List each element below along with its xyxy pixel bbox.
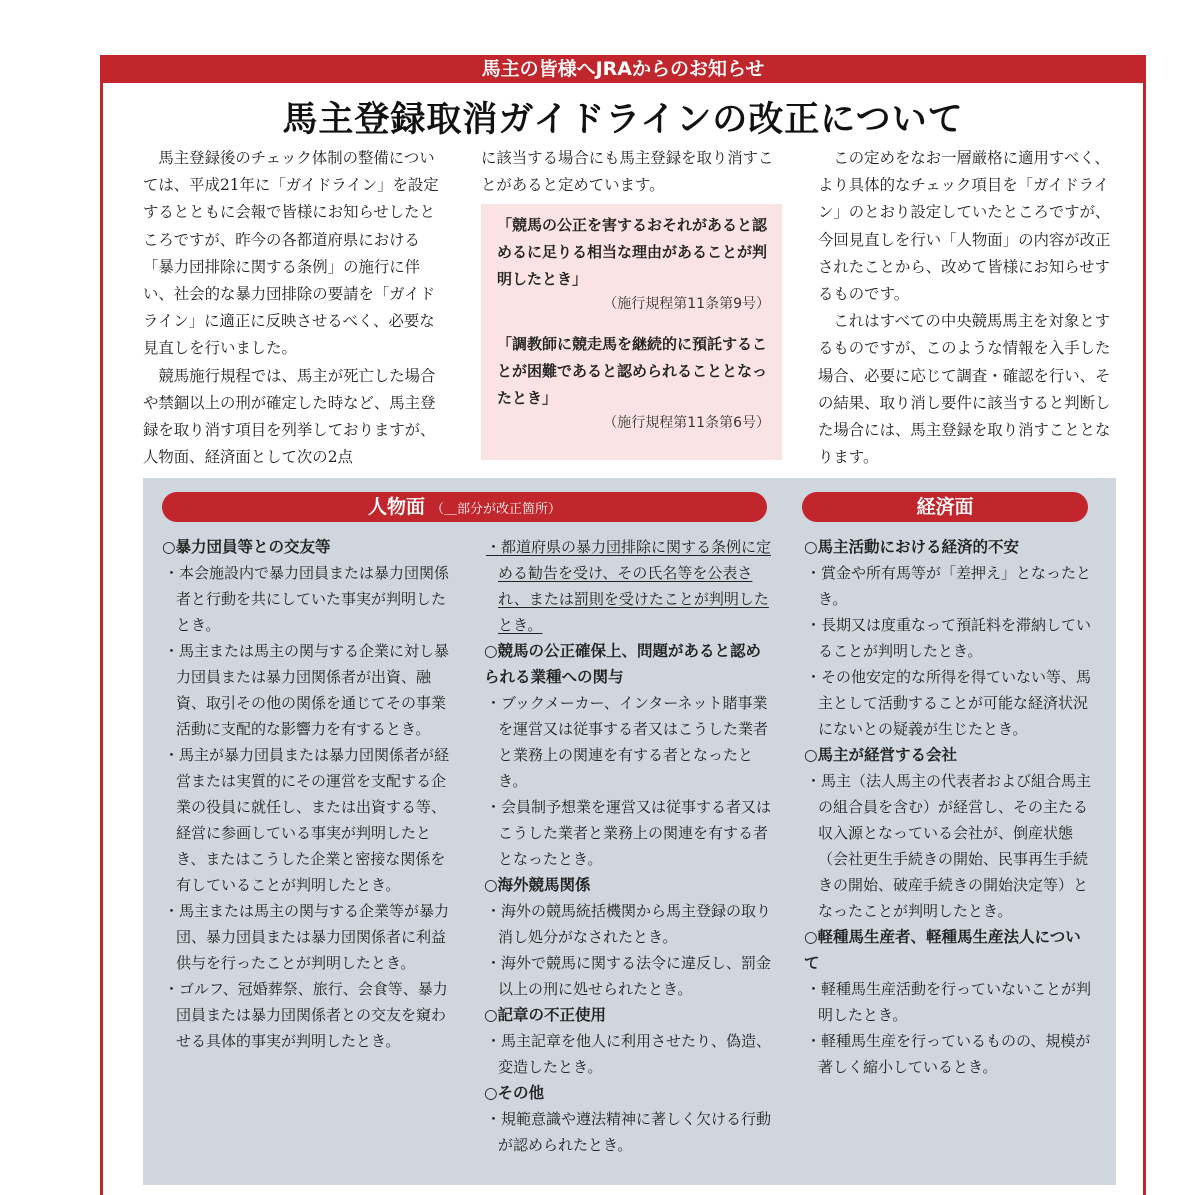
intro-paragraph: に該当する場合にも馬主登録を取り消すことがあると定めています。 (481, 149, 774, 195)
list-item: ・規範意識や遵法精神に著しく欠ける行動が認められたとき。 (486, 1110, 772, 1154)
intro-column-3 (818, 145, 1123, 471)
list-item: ・馬主または馬主の関与する企業等が暴力団、暴力団員または暴力団関係者に利益供与を行ったことが判明したとき。 (164, 902, 450, 972)
keizai-header (802, 492, 1088, 522)
section-heading: ○馬主が経営する会社 (804, 746, 958, 764)
jinbutsu-header (162, 492, 767, 522)
section-heading: ○馬主活動における経済的不安 (804, 538, 1020, 556)
list-item: ・軽種馬生産活動を行っていないことが判明したとき。 (806, 980, 1092, 1024)
list-item: ・その他安定的な所得を得ていない等、馬主として活動することが可能な経済状況にないとの疑義が生じたとき。 (806, 668, 1092, 738)
revision-note: （＿部分が改正箇所） (431, 502, 562, 517)
list-item: ・会員制予想業を運営又は従事する者又はこうした業者と業務上の関連を有する者となったとき。 (486, 798, 772, 868)
list-item: ・軽種馬生産を行っているものの、規模が著しく縮小しているとき。 (806, 1032, 1091, 1076)
list-item: ・海外の競馬統括機関から馬主登録の取り消し処分がなされたとき。 (486, 902, 772, 946)
section-heading: ○海外競馬関係 (484, 876, 591, 894)
jinbutsu-title: 人物面 (367, 496, 425, 518)
notice-banner: 馬主の皆様へJRAからのお知らせ (100, 55, 1146, 83)
list-item: ・馬主または馬主の関与する企業に対し暴力団員または暴力団関係者が出資、融資、取引その他の関係を通じてその事業活動に支配的な影響力を有するとき。 (164, 642, 450, 738)
keizai-column (804, 534, 1094, 1080)
list-item: ・海外で競馬に関する法令に違反し、罰金以上の刑に処せられたとき。 (486, 954, 772, 998)
intro-column-2 (481, 145, 781, 199)
keizai-title: 経済面 (916, 496, 974, 518)
intro-paragraph: 競馬施行規程では、馬主が死亡した場合や禁錮以上の刑が確定した時など、馬主登録を取り消す項目を列挙しておりますが、人物面、経済面として次の2点 (143, 366, 436, 467)
regulation-quote: 「調教師に競走馬を継続的に預託することが困難であると認められることとなったとき」 (497, 335, 768, 407)
list-item: ・長期又は度重なって預託料を滞納していることが判明したとき。 (806, 616, 1092, 660)
list-item: ・都道府県の暴力団排除に関する条例に定める勧告を受け、その氏名等を公表され、または罰則を受けたことが判明したとき。 (486, 538, 772, 634)
regulation-quote: 「競馬の公正を害するおそれがあると認めるに足りる相当な理由があることが判明したとき」 (497, 216, 768, 288)
list-item: ・ゴルフ、冠婚葬祭、旅行、会食等、暴力団員または暴力団関係者との交友を窺わせる具体的事実が判明したとき。 (164, 980, 448, 1050)
list-item: ・ブックメーカー、インターネット賭事業を運営又は従事する者又はこうした業者と業務上の関連を有する者となったとき。 (486, 694, 769, 790)
regulation-reference: （施行規程第11条第6号） (603, 415, 770, 431)
list-item: ・馬主（法人馬主の代表者および組合馬主の組合員を含む）が経営し、その主たる収入源となっている会社が、倒産状態（会社更生手続きの開始、民事再生手続きの開始、破産手続きの開始決定等）となったことが判明したとき。 (806, 772, 1092, 920)
intro-column-1 (143, 145, 448, 471)
section-heading: ○その他 (484, 1084, 545, 1102)
list-item: ・賞金や所有馬等が「差押え」となったとき。 (806, 564, 1092, 608)
list-item: ・本会施設内で暴力団員または暴力団関係者と行動を共にしていた事実が判明したとき。 (164, 564, 450, 634)
section-heading: ○軽種馬生産者、軽種馬生産法人について (804, 928, 1081, 972)
section-heading: ○競馬の公正確保上、問題があると認められる業種への関与 (484, 642, 762, 686)
intro-paragraph: これはすべての中央競馬馬主を対象とするものですが、このような情報を入手した場合、必要に応じて調査・確認を行い、その結果、取り消し要件に該当すると判断した場合には、馬主登録を取り消すこととなります。 (818, 312, 1111, 467)
jinbutsu-column-1 (162, 534, 452, 1054)
regulation-quote-box (481, 204, 782, 460)
regulation-reference: （施行規程第11条第9号） (603, 296, 770, 312)
page-title: 馬主登録取消ガイドラインの改正について (282, 99, 964, 140)
list-item: ・馬主記章を他人に利用させたり、偽造、変造したとき。 (486, 1032, 772, 1076)
jinbutsu-column-2 (484, 534, 774, 1158)
intro-paragraph: 馬主登録後のチェック体制の整備については、平成21年に「ガイドライン」を設定するとともに会報で皆様にお知らせしたところですが、昨今の各都道府県における「暴力団排除に関する条例」の施行に伴い、社会的な暴力団排除の要請を「ガイドライン」に適正に反映させるべく、必要な見直しを行いました。 (143, 149, 439, 358)
section-heading: ○暴力団員等との交友等 (162, 538, 331, 556)
list-item: ・馬主が暴力団員または暴力団関係者が経営または実質的にその運営を支配する企業の役員に就任し、または出資する等、経営に参画している事実が判明したとき、またはこうした企業と密接な関係を有していることが判明したとき。 (164, 746, 450, 894)
section-heading: ○記章の不正使用 (484, 1006, 607, 1024)
intro-paragraph: この定めをなお一層厳格に適用すべく、より具体的なチェック項目を「ガイドライン」のとおり設定していたところですが、今回見直しを行い「人物面」の内容が改正されたことから、改めて皆様にお知らせするものです。 (818, 149, 1111, 304)
